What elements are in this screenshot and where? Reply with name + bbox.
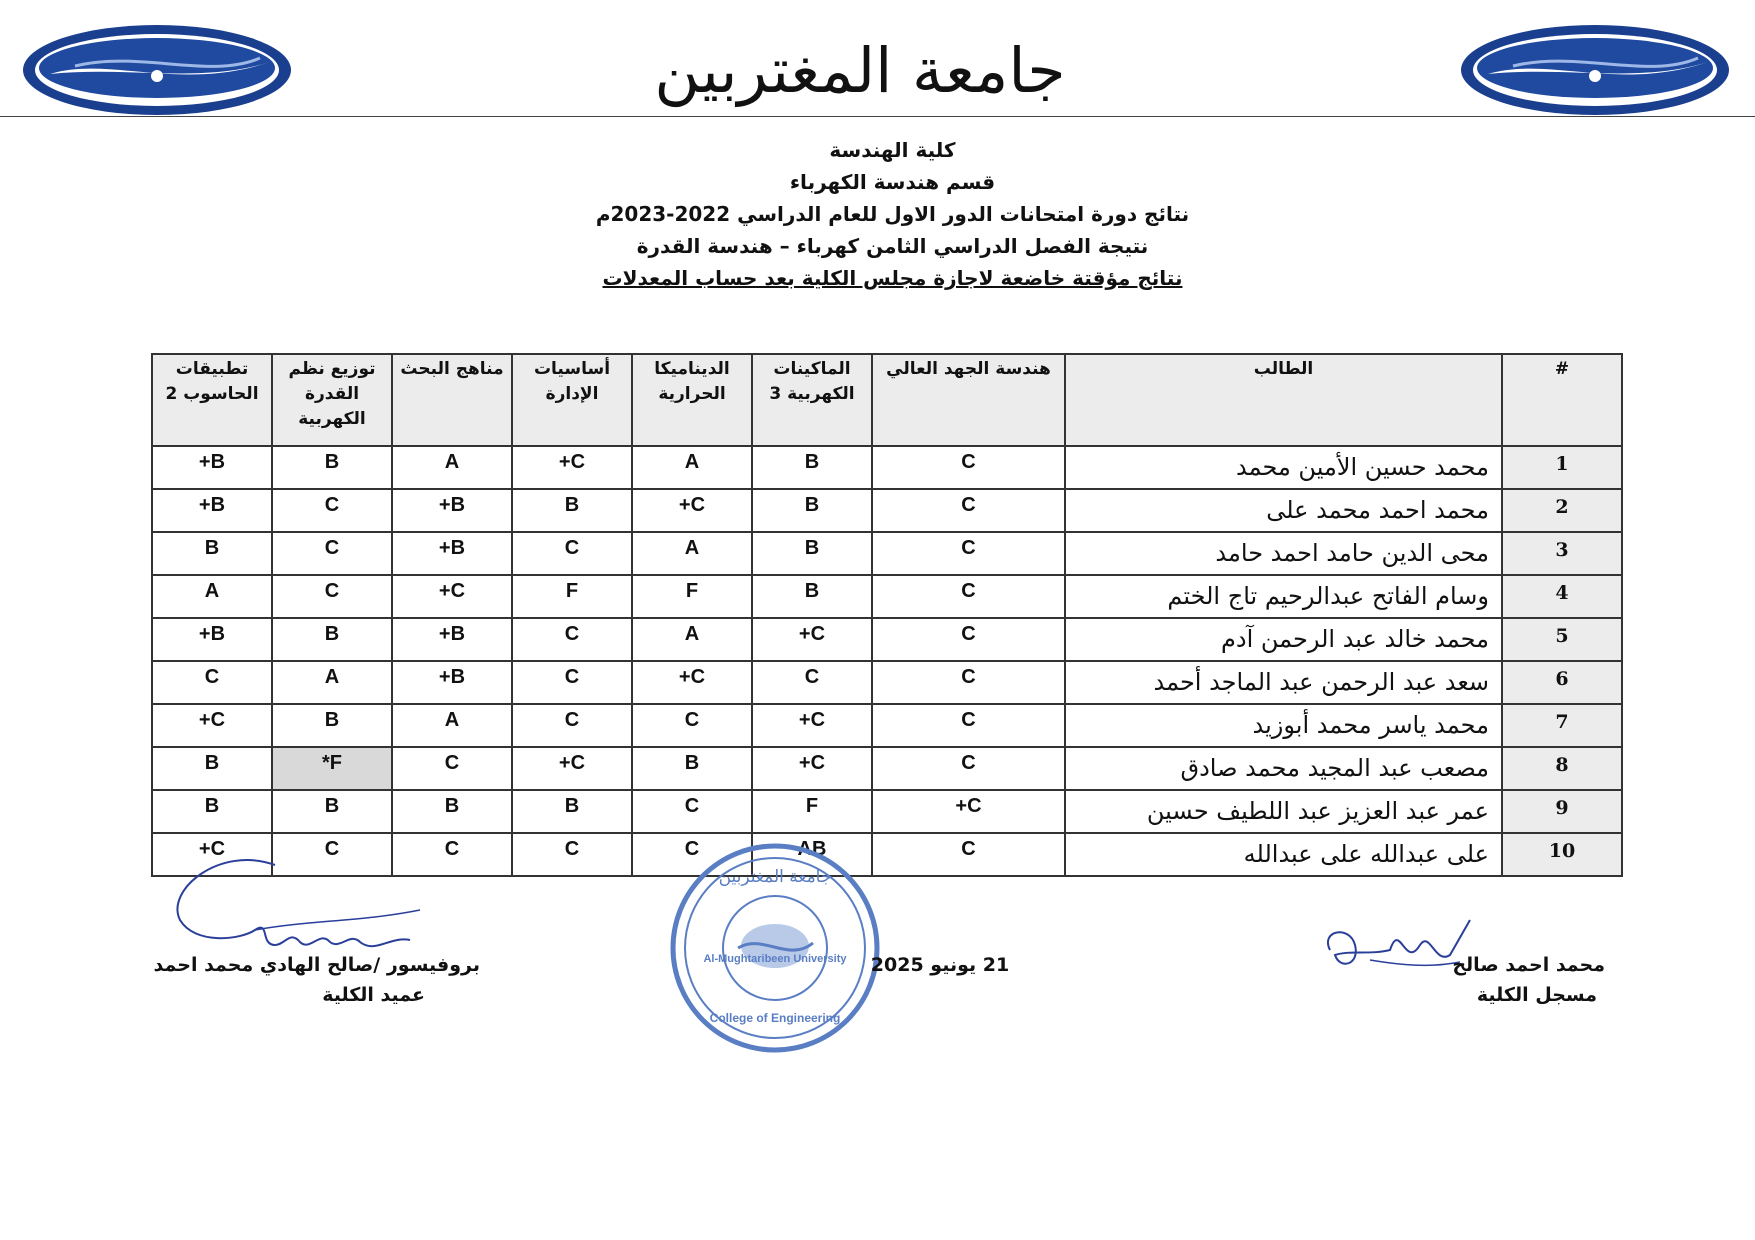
- student-name: محمد حسين الأمين محمد: [1065, 446, 1502, 489]
- grade-cell: B+: [392, 532, 512, 575]
- grade-cell: A: [632, 532, 752, 575]
- college-stamp-icon: [668, 838, 883, 1058]
- header-course-7: تطبيقات الحاسوب 2: [152, 354, 272, 446]
- grade-cell: B: [512, 790, 632, 833]
- grade-cell: C: [632, 704, 752, 747]
- grade-cell: C: [872, 747, 1065, 790]
- row-number: 3: [1502, 532, 1622, 575]
- grade-cell: C: [872, 661, 1065, 704]
- row-number: 4: [1502, 575, 1622, 618]
- grade-cell: F: [632, 575, 752, 618]
- table-row: [152, 790, 1622, 833]
- grade-cell: A: [632, 446, 752, 489]
- grade-cell: A: [272, 661, 392, 704]
- grade-cell: C+: [632, 489, 752, 532]
- student-name: وسام الفاتح عبدالرحيم تاج الختم: [1065, 575, 1502, 618]
- grade-cell: B: [272, 790, 392, 833]
- grade-cell: B: [272, 618, 392, 661]
- table-row: [152, 618, 1622, 661]
- grade-cell: C: [512, 704, 632, 747]
- grade-cell: C+: [752, 704, 872, 747]
- grade-cell: C+: [752, 618, 872, 661]
- grade-cell: C: [872, 446, 1065, 489]
- department-heading: قسم هندسة الكهرباء: [789, 170, 996, 194]
- grade-cell: C+: [512, 446, 632, 489]
- row-number: 8: [1502, 747, 1622, 790]
- grade-cell: C: [872, 618, 1065, 661]
- university-logo-left-icon: [20, 22, 295, 118]
- header-course-3: الديناميكا الحرارية: [632, 354, 752, 446]
- grade-cell: A: [392, 704, 512, 747]
- grade-cell: C+: [152, 833, 272, 876]
- grade-cell: C: [272, 489, 392, 532]
- grade-cell: C: [392, 833, 512, 876]
- grade-cell: B: [752, 446, 872, 489]
- grade-cell: C: [872, 489, 1065, 532]
- row-number: 7: [1502, 704, 1622, 747]
- table-row: [152, 661, 1622, 704]
- grade-cell: B+: [392, 618, 512, 661]
- grade-cell: C: [272, 532, 392, 575]
- table-row: [152, 575, 1622, 618]
- grade-cell: C: [272, 833, 392, 876]
- table-row: [152, 532, 1622, 575]
- grade-cell: B: [152, 747, 272, 790]
- student-name: محى الدين حامد احمد حامد: [1065, 532, 1502, 575]
- grade-cell: B: [512, 489, 632, 532]
- grade-cell: B+: [152, 489, 272, 532]
- row-number: 9: [1502, 790, 1622, 833]
- grade-cell: AB: [752, 833, 872, 876]
- header-course-1: هندسة الجهد العالي: [872, 354, 1065, 446]
- grade-cell: C: [872, 575, 1065, 618]
- grade-cell: C: [752, 661, 872, 704]
- semester-heading: نتيجة الفصل الدراسي الثامن كهرباء – هندسة القدرة: [636, 234, 1149, 258]
- svg-text:College of Engineering: College of Engineering: [709, 1011, 841, 1025]
- grade-cell: C+: [392, 575, 512, 618]
- table-row: [152, 489, 1622, 532]
- grade-cell: C: [872, 833, 1065, 876]
- svg-text:Al-Mughtaribeen University: Al-Mughtaribeen University: [703, 953, 847, 965]
- dean-name: بروفيسور /صالح الهادي محمد احمد: [153, 954, 480, 976]
- table-row: [152, 446, 1622, 489]
- grade-cell: C: [272, 575, 392, 618]
- header-student: الطالب: [1065, 354, 1502, 446]
- table-row: [152, 747, 1622, 790]
- table-header-row: [152, 354, 1622, 446]
- grade-cell: F: [512, 575, 632, 618]
- student-name: سعد عبد الرحمن عبد الماجد أحمد: [1065, 661, 1502, 704]
- header-divider: [0, 116, 1755, 117]
- grade-cell: B+: [152, 618, 272, 661]
- grade-cell: A: [392, 446, 512, 489]
- faculty-heading: كلية الهندسة: [829, 138, 956, 162]
- grade-cell: B+: [392, 489, 512, 532]
- table-row: [152, 704, 1622, 747]
- svg-text:جامعة المغتربين: جامعة المغتربين: [718, 867, 832, 887]
- results-table: [151, 353, 1623, 877]
- grade-cell: C: [512, 618, 632, 661]
- grade-cell: B: [392, 790, 512, 833]
- grade-cell: C: [392, 747, 512, 790]
- student-name: محمد احمد محمد على: [1065, 489, 1502, 532]
- grade-cell: B+: [392, 661, 512, 704]
- header-course-5: مناهج البحث: [392, 354, 512, 446]
- grade-cell: C: [512, 661, 632, 704]
- grade-cell: B: [152, 532, 272, 575]
- issue-date: 21 يونيو 2025: [870, 954, 1010, 976]
- document-headings: [420, 134, 1365, 294]
- registrar-signature-block: [1445, 950, 1605, 1010]
- grade-cell: B: [272, 704, 392, 747]
- grade-cell: B: [152, 790, 272, 833]
- dean-signature-icon: [160, 850, 430, 965]
- provisional-notice: نتائج مؤقتة خاضعة لاجازة مجلس الكلية بعد حساب المعدلات: [602, 266, 1183, 290]
- student-name: على عبدالله على عبدالله: [1065, 833, 1502, 876]
- grade-cell: C+: [872, 790, 1065, 833]
- student-name: محمد خالد عبد الرحمن آدم: [1065, 618, 1502, 661]
- grade-cell: F*: [272, 747, 392, 790]
- header-num: #: [1502, 354, 1622, 446]
- row-number: 10: [1502, 833, 1622, 876]
- registrar-role: مسجل الكلية: [1476, 984, 1597, 1006]
- student-name: مصعب عبد المجيد محمد صادق: [1065, 747, 1502, 790]
- grade-cell: C+: [752, 747, 872, 790]
- grade-cell: C: [632, 790, 752, 833]
- grade-cell: C: [512, 833, 632, 876]
- registrar-name: محمد احمد صالح: [1452, 954, 1605, 976]
- header-course-2: الماكينات الكهربية 3: [752, 354, 872, 446]
- grade-cell: B: [272, 446, 392, 489]
- grade-cell: C+: [632, 661, 752, 704]
- header-course-4: أساسيات الإدارة: [512, 354, 632, 446]
- grade-cell: F: [752, 790, 872, 833]
- row-number: 1: [1502, 446, 1622, 489]
- grade-cell: C+: [152, 704, 272, 747]
- header-course-6: توزيع نظم القدرة الكهربية: [272, 354, 392, 446]
- grade-cell: B: [752, 489, 872, 532]
- grade-cell: C: [872, 704, 1065, 747]
- grade-cell: C: [152, 661, 272, 704]
- student-name: محمد ياسر محمد أبوزيد: [1065, 704, 1502, 747]
- dean-signature-block: [150, 950, 480, 1010]
- university-logo-right-icon: [1458, 22, 1733, 118]
- grade-cell: B: [752, 532, 872, 575]
- exam-session-heading: نتائج دورة امتحانات الدور الاول للعام الدراسي 2022-2023م: [595, 202, 1190, 226]
- dean-role: عميد الكلية: [322, 984, 425, 1006]
- grade-cell: B+: [152, 446, 272, 489]
- row-number: 5: [1502, 618, 1622, 661]
- grade-cell: C: [632, 833, 752, 876]
- grade-cell: A: [632, 618, 752, 661]
- grade-cell: B: [632, 747, 752, 790]
- grade-cell: A: [152, 575, 272, 618]
- results-body: [152, 446, 1622, 876]
- row-number: 6: [1502, 661, 1622, 704]
- university-title: جامعة المغتربين: [654, 34, 1066, 107]
- row-number: 2: [1502, 489, 1622, 532]
- grade-cell: C+: [512, 747, 632, 790]
- grade-cell: B: [752, 575, 872, 618]
- student-name: عمر عبد العزيز عبد اللطيف حسين: [1065, 790, 1502, 833]
- grade-cell: C: [872, 532, 1065, 575]
- grade-cell: C: [512, 532, 632, 575]
